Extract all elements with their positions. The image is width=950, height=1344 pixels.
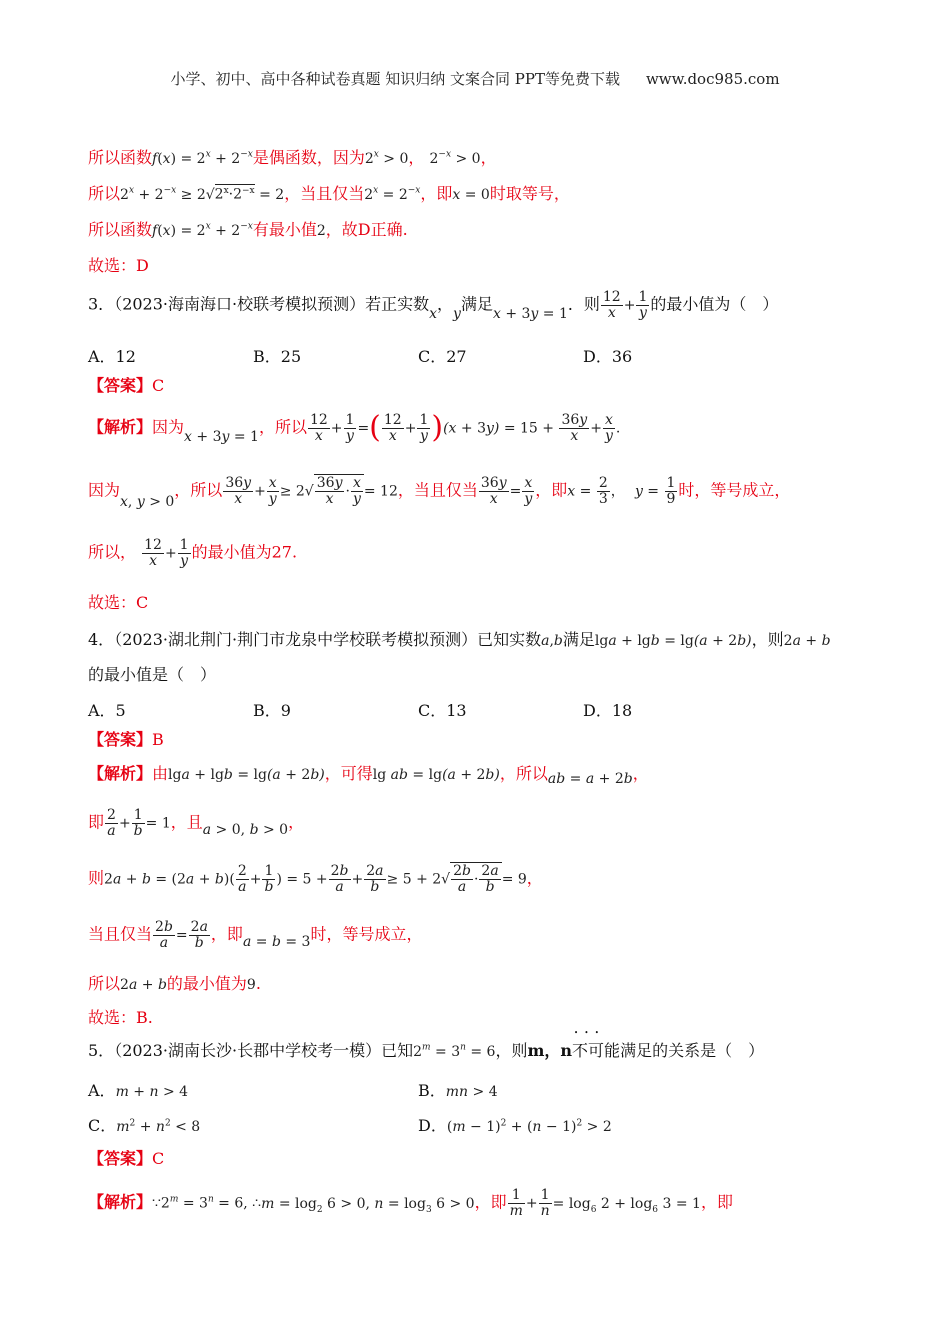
q3-analysis-2: 因为x, y > 0，所以 $\frac{36y}{x}$ + $\frac{x}{y}$ ≥ 2√ $\frac{36y}{x}$ · $\frac{x}{y}$ = 12，当且仅当 $\frac{36y}{x}$ = $\frac{x}{y}$ ，即x = $\frac{2}{3}$ ， y = $\frac{1}{9}$ 时，等号成立， bbox=[88, 475, 791, 510]
q5-option-c: C．$m^2 + n^2 < 8$ bbox=[88, 1116, 201, 1135]
q4-analysis-3: 则2a + b = (2a + b)( $\frac{2}{a}$ + $\frac{1}{b}$ ) = 5 + $\frac{2b}{a}$ + $\frac{2a}{b}$ ≥ 5 + 2√ $\frac{2b}{a}$ · $\frac{2a}{b}$ = 9， bbox=[88, 863, 543, 895]
q4-stem-2: 的最小值是（ ） bbox=[88, 665, 217, 684]
q3-option-c: C．27 bbox=[418, 347, 467, 366]
q3-analysis-3: 所以， $\frac{12}{x}$ + $\frac{1}{y}$ 的最小值为27. bbox=[88, 537, 298, 569]
q4-stem-1: 4．（2023·湖北荆门·荆门市龙泉中学校联考模拟预测）已知实数a,b满足lga + lgb = lg(a + 2b)，则2a + b bbox=[88, 630, 831, 649]
q2-line-2: 所以$2^x + 2^{-x} \ge 2√2^x\cdot 2^{-x} = 2$，当且仅当$2^x = 2^{-x}$，即x = 0时取等号， bbox=[88, 184, 570, 203]
q5-stem: 5．（2023·湖南长沙·长郡中学校考一模）已知$2^m = 3^n = 6$，则m，n• • • 不可能满足的关系是（ ） bbox=[88, 1041, 764, 1061]
q4-choice: 故选：B. bbox=[88, 1008, 153, 1027]
q3-option-d: D．36 bbox=[583, 347, 633, 366]
page-header bbox=[0, 68, 950, 89]
header-site: www.doc985.com bbox=[645, 70, 780, 88]
q3-stem: 3．（2023·海南海口·校联考模拟预测）若正实数x，y满足x + 3y = 1．则 $\frac{12}{x}$ + $\frac{1}{y}$ 的最小值为（ ） bbox=[88, 289, 779, 322]
q5-answer: 【答案】C bbox=[88, 1149, 165, 1168]
q4-answer: 【答案】B bbox=[88, 730, 164, 749]
q3-option-b: B．25 bbox=[253, 347, 302, 366]
q4-option-b: B．9 bbox=[253, 701, 291, 720]
q3-answer: 【答案】C bbox=[88, 376, 165, 395]
q4-analysis-4: 当且仅当 $\frac{2b}{a}$ = $\frac{2a}{b}$ ，即a = b = 3时，等号成立， bbox=[88, 919, 423, 951]
q5-option-b: B．mn > 4 bbox=[418, 1081, 498, 1100]
q4-option-d: D．18 bbox=[583, 701, 633, 720]
q4-analysis-5: 所以2a + b的最小值为9. bbox=[88, 974, 261, 993]
q5-analysis-1: 【解析】$\because 2^m = 3^n = 6$, ∴m = $\log_2 6 > 0$, $n = \log_3 6 > 0$，即 $\frac{1}{m}$ + $\frac{1}{n}$ = $\log_6 2 + \log_6 3 = 1$，即 bbox=[88, 1187, 733, 1219]
q3-choice: 故选：C bbox=[88, 593, 149, 612]
q4-analysis-1: 【解析】由lga + lgb = lg(a + 2b)，可得lg ab = lg(a + 2b)，所以ab = a + 2b， bbox=[88, 764, 649, 787]
q2-choice: 故选：D bbox=[88, 256, 149, 275]
q4-option-c: C．13 bbox=[418, 701, 467, 720]
q2-line-3: 所以函数$f(x) = 2^x + 2^{-x}$有最小值2，故D正确. bbox=[88, 220, 408, 239]
q3-option-a: A．12 bbox=[88, 347, 136, 366]
header-text: 小学、初中、高中各种试卷真题 知识归纳 文案合同 PPT等免费下载 bbox=[170, 70, 620, 88]
q5-option-d: D．$(m - 1)^2 + (n - 1)^2 > 2$ bbox=[418, 1116, 612, 1135]
q2-line-1: 所以函数$f(x) = 2^x + 2^{-x}$是偶函数，因为$2^x > 0$， $2^{-x} > 0$， bbox=[88, 148, 497, 167]
q4-option-a: A．5 bbox=[88, 701, 126, 720]
q3-analysis-1: 【解析】因为x + 3y = 1，所以 $\frac{12}{x}$ + $\frac{1}{y}$ =( $\frac{12}{x}$ + $\frac{1}{y}$ )(x + 3y) = 15 + $\frac{36y}{x}$ + $\frac{x}{y}$ . bbox=[88, 410, 621, 445]
q5-option-a: A．m + n > 4 bbox=[88, 1081, 189, 1100]
q4-analysis-2: 即 $\frac{2}{a}$ + $\frac{1}{b}$ = 1，且a > 0, b > 0， bbox=[88, 807, 305, 839]
